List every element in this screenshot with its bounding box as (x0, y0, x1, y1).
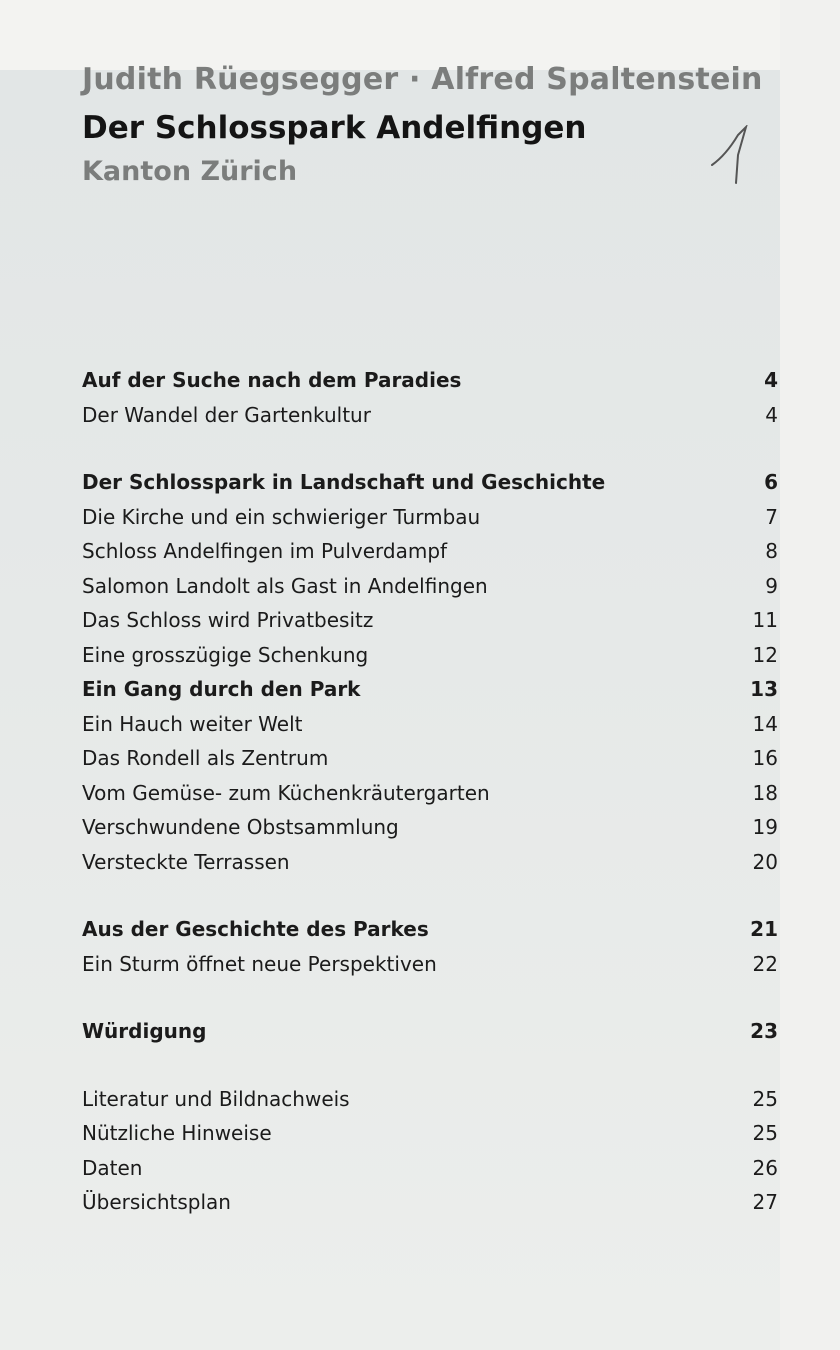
toc-section[interactable] (82, 1019, 778, 1054)
toc-entry-label: Literatur und Bildnachweis (82, 1086, 350, 1111)
toc-entry-label: Das Schloss wird Privatbesitz (82, 608, 374, 632)
toc-entry-label: Das Rondell als Zentrum (82, 746, 329, 770)
toc-entry-label: Daten (82, 1155, 143, 1180)
toc-page-number: 7 (765, 504, 778, 529)
spacer (82, 986, 778, 1019)
toc-page-number: 25 (752, 1086, 778, 1111)
toc-entry[interactable] (82, 1156, 778, 1191)
toc-entry[interactable] (82, 608, 778, 643)
toc-section[interactable] (82, 917, 778, 952)
toc-page-number: 19 (752, 815, 778, 839)
toc-entry-label: Ein Hauch weiter Welt (82, 711, 303, 736)
toc-entry[interactable] (82, 643, 778, 678)
toc-section-label: Würdigung (82, 1019, 207, 1043)
toc-entry[interactable] (82, 1087, 778, 1122)
toc-section-label: Aus der Geschichte des Parkes (82, 917, 429, 941)
table-of-contents (82, 368, 778, 1225)
toc-entry-label: Nützliche Hinweise (82, 1121, 272, 1145)
toc-page-number: 23 (750, 1019, 778, 1043)
toc-entry[interactable] (82, 712, 778, 747)
toc-page-number: 9 (765, 573, 778, 598)
toc-page-number: 25 (752, 1121, 778, 1145)
toc-page-number: 11 (752, 608, 778, 632)
toc-entry-label: Die Kirche und ein schwieriger Turmbau (82, 504, 481, 529)
toc-entry[interactable] (82, 1121, 778, 1156)
toc-entry-label: Ein Sturm öffnet neue Perspektiven (82, 951, 437, 976)
toc-entry-label: Der Wandel der Gartenkultur (82, 402, 371, 427)
toc-page-number: 8 (765, 539, 778, 563)
toc-page-number: 4 (765, 402, 778, 427)
toc-page-number: 13 (750, 677, 778, 701)
toc-entry-label: Vom Gemüse- zum Küchenkräutergarten (82, 780, 490, 805)
toc-page-number: 16 (752, 746, 778, 770)
toc-entry-label: Salomon Landolt als Gast in Andelfingen (82, 573, 488, 598)
book-title: Der Schlosspark Andelfingen (82, 110, 587, 146)
spacer (82, 437, 778, 470)
toc-page-number: 18 (752, 780, 778, 805)
toc-entry[interactable] (82, 781, 778, 816)
spacer (82, 1054, 778, 1087)
toc-entry-label: Verschwundene Obstsammlung (82, 815, 399, 839)
toc-page-number: 6 (764, 470, 778, 494)
toc-page-number: 22 (752, 951, 778, 976)
toc-entry-label: Schloss Andelfingen im Pulverdampf (82, 539, 448, 563)
toc-page-number: 4 (764, 368, 778, 392)
toc-page-number: 12 (752, 642, 778, 667)
toc-entry[interactable] (82, 539, 778, 574)
toc-section-label: Der Schlosspark in Landschaft und Geschichte (82, 470, 606, 494)
toc-entry[interactable] (82, 1190, 778, 1225)
toc-entry[interactable] (82, 746, 778, 781)
book-subtitle: Kanton Zürich (82, 156, 298, 187)
toc-page-number: 20 (752, 849, 778, 874)
toc-entry[interactable] (82, 850, 778, 885)
toc-entry[interactable] (82, 952, 778, 987)
toc-entry-label: Eine grosszügige Schenkung (82, 642, 369, 667)
toc-section-label: Auf der Suche nach dem Paradies (82, 368, 462, 392)
toc-section[interactable] (82, 470, 778, 505)
toc-entry-label: Übersichtsplan (82, 1190, 231, 1214)
toc-entry-label: Versteckte Terrassen (82, 849, 290, 874)
paper-right-margin (780, 0, 840, 1350)
toc-entry[interactable] (82, 505, 778, 540)
toc-page-number: 26 (752, 1155, 778, 1180)
toc-section[interactable] (82, 677, 778, 712)
paper-top-margin (0, 0, 840, 70)
toc-page-number: 27 (752, 1190, 778, 1214)
handwritten-number-mark (708, 125, 758, 189)
authors: Judith Rüegsegger · Alfred Spaltenstein (82, 62, 763, 97)
toc-page-number: 21 (750, 917, 778, 941)
toc-section-label: Ein Gang durch den Park (82, 677, 361, 701)
toc-entry[interactable] (82, 815, 778, 850)
toc-entry[interactable] (82, 574, 778, 609)
toc-entry[interactable] (82, 403, 778, 438)
toc-section[interactable] (82, 368, 778, 403)
toc-page-number: 14 (752, 711, 778, 736)
spacer (82, 884, 778, 917)
